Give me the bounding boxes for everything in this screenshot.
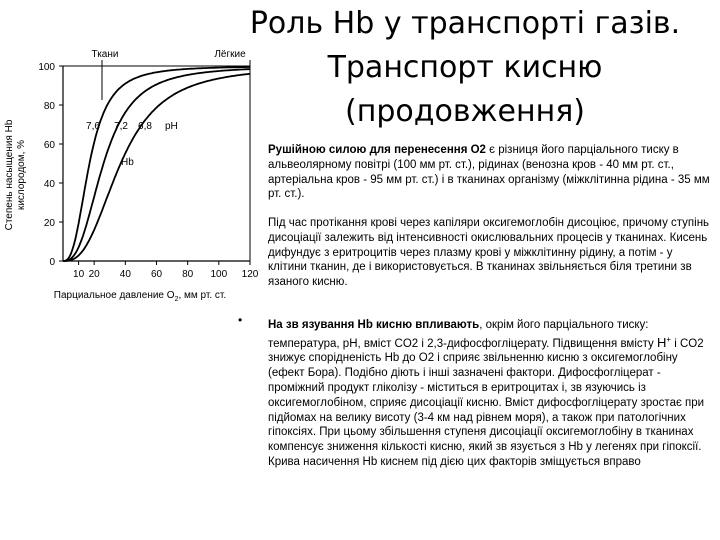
y-tick-label-0: 100 [38, 62, 55, 73]
paragraph-1-text: є різниця його парціального тиску в альвеолярному повітрі (100 мм рт. ст.), рідинах (венозна кров - 40 мм рт. ст., артеріальна кров - 95 мм рт. ст.) і в тканинах організму (міжклітинна рідина - 35 мм рт. ст.). [268, 144, 710, 201]
paragraph-1-bold: Рушійною силою для перенесення О2 [268, 144, 486, 156]
curve-label-ph-7-2: 7,2 [114, 121, 128, 132]
curve-ph-7-6 [63, 67, 250, 261]
y-tick-label-3: 40 [43, 179, 55, 190]
paragraph-3-text-a: , окрім його парціального тиску: температура, pH, вміст CO2 і 2,3-дифосфогліцерату. Підвищення вмісту [268, 319, 657, 350]
y-axis-label-1: Степень насыщения Hb [4, 119, 15, 231]
oxygen-dissociation-chart [0, 40, 262, 306]
curve-label-ph-6-8: 6,8 [138, 121, 152, 132]
label-tissues: Ткани [91, 49, 119, 60]
x-axis-label-sub: 2 [174, 296, 179, 303]
slide-title [215, 2, 715, 134]
x-tick-label-2: 40 [119, 269, 131, 280]
x-tick-label-4: 80 [182, 269, 194, 280]
x-axis-label-main: Парциальное давление O [53, 290, 175, 301]
x-tick-label-3: 60 [150, 269, 163, 280]
hydrogen-charge: + [666, 334, 672, 344]
paragraph-3-text-b: і CO2 знижує спорідненість Hb до O2 і сприяє звільненню кисню з оксигемоглобіну (ефект Бора). Подібно діють і інші зазначені фактори. Дифосфогліцерат - проміжний продукт гліколізу - міститься в еритроцитах і, зв язуючись із оксигемоглобіном, сприяє дисоціації кисню. Вміст дифосфогліцерату зростає при підйомах на велику висоту (3-4 км над рівнем моря), а також при патологічних гіпоксіях. При цьому збільшення ступеня дисоціації оксигемоглобіну в тканинах компенсує зниження кількості кисню, який зв язується з Hb у легенях при гіпоксії. Крива насичення Hb киснем під дією цих факторів зміщується вправо [268, 337, 705, 468]
title-line-2: Транспорт кисню [327, 50, 603, 85]
label-lungs: Лёгкие [214, 49, 246, 60]
title-line-1: Роль Hb у транспорті газів. [249, 6, 681, 41]
paragraph-driving-force [268, 143, 712, 202]
curve-ph-6-8 [63, 74, 250, 261]
y-tick-label-2: 60 [43, 140, 55, 151]
paragraph-affecting-factors [268, 318, 712, 470]
x-tick-label-1: 20 [88, 269, 100, 280]
y-tick-label-1: 80 [43, 101, 55, 112]
x-tick-label-0: 10 [73, 269, 85, 280]
x-tick-label-6: 120 [241, 269, 259, 280]
x-tick-label-5: 100 [210, 269, 228, 280]
hydrogen-symbol: H [656, 334, 667, 350]
y-tick-label-4: 20 [43, 218, 55, 229]
paragraph-3-bold: На зв язування Hb кисню впливають [268, 319, 480, 331]
y-tick-label-5: 0 [49, 257, 55, 268]
paragraph-dissociation: Під час протікання крові через капіляри оксигемоглобін дисоціює, причому ступінь дисоціації залежить від інтенсивності окислювальних процесів у тканинах. Кисень дифундує з еритроцитів через плазму крові у міжклітинну рідину, а потім - у клітини тканин, де і використовується. В тканинах звільняється біля третини зв язаного кисню. [268, 217, 710, 289]
curve-ph-7-2 [63, 69, 250, 261]
label-hb: Hb [121, 157, 134, 168]
x-axis-label-unit: , мм рт. ст. [178, 290, 227, 301]
title-line-3: (продовження) [345, 94, 585, 129]
x-axis-label [54, 290, 226, 303]
curve-label-ph-7-6: 7,6 [86, 121, 100, 132]
y-axis-label-2: кислородом, % [16, 139, 27, 211]
bullet-icon: • [238, 313, 243, 327]
label-ph: pH [165, 121, 178, 132]
